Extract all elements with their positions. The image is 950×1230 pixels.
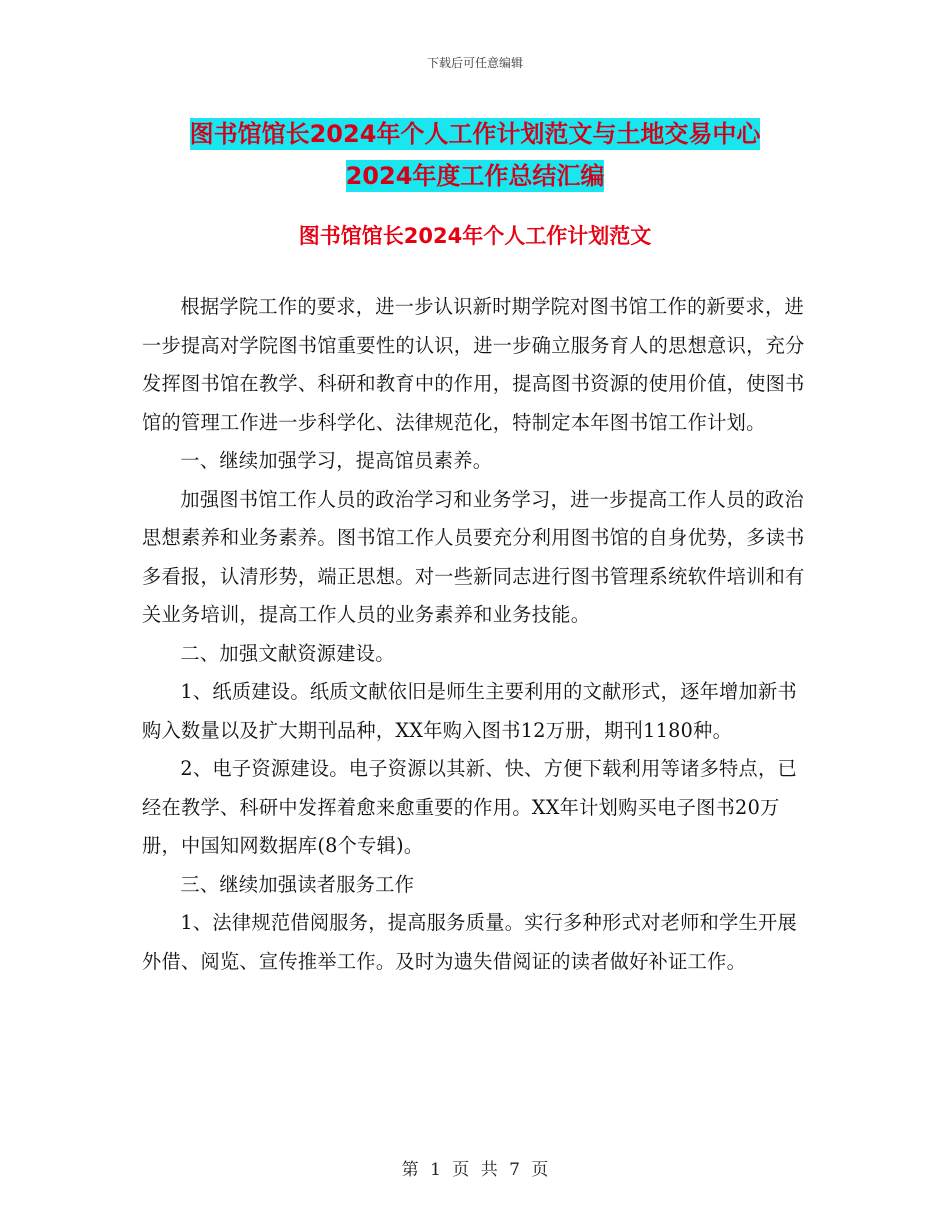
document-title-line-2: 2024年度工作总结汇编 — [345, 162, 605, 190]
page-number-footer: 第 1 页 共 7 页 — [401, 1160, 549, 1180]
paragraph: 1、纸质建设。纸质文献依旧是师生主要利用的文献形式，逐年增加新书购入数量以及扩大期刊品种，XX年购入图书12万册，期刊1180种。 — [142, 680, 798, 742]
paragraph: 1、法律规范借阅服务，提高服务质量。实行多种形式对老师和学生开展外借、阅览、宣传推举工作。及时为遗失借阅证的读者做好补证工作。 — [142, 911, 798, 973]
document-body — [142, 288, 812, 981]
section-title: 图书馆馆长2024年个人工作计划范文 — [298, 224, 652, 248]
paragraph: 加强图书馆工作人员的政治学习和业务学习，进一步提高工作人员的政治思想素养和业务素养。图书馆工作人员要充分利用图书馆的自身优势，多读书多看报，认清形势，端正思想。对一些新同志进行图书管理系统软件培训和有关业务培训，提高工作人员的业务素养和业务技能。 — [142, 487, 805, 626]
document-title-line-1: 图书馆馆长2024年个人工作计划范文与土地交易中心 — [189, 120, 761, 148]
paragraph: 2、电子资源建设。电子资源以其新、快、方便下载利用等诸多特点，已经在教学、科研中发挥着愈来愈重要的作用。XX年计划购买电子图书20万册，中国知网数据库(8个专辑)。 — [142, 757, 798, 857]
paragraph: 三、继续加强读者服务工作 — [180, 872, 415, 896]
paragraph: 一、继续加强学习，提高馆员素养。 — [180, 449, 493, 472]
paragraph: 二、加强文献资源建设。 — [180, 641, 395, 665]
document-title — [0, 113, 950, 197]
paragraph: 根据学院工作的要求，进一步认识新时期学院对图书馆工作的新要求，进一步提高对学院图书馆重要性的认识，进一步确立服务育人的思想意识，充分发挥图书馆在教学、科研和教育中的作用，提高图书资源的使用价值，使图书馆的管理工作进一步科学化、法律规范化，特制定本年图书馆工作计划。 — [142, 295, 805, 434]
header-note: 下载后可任意编辑 — [426, 56, 523, 70]
